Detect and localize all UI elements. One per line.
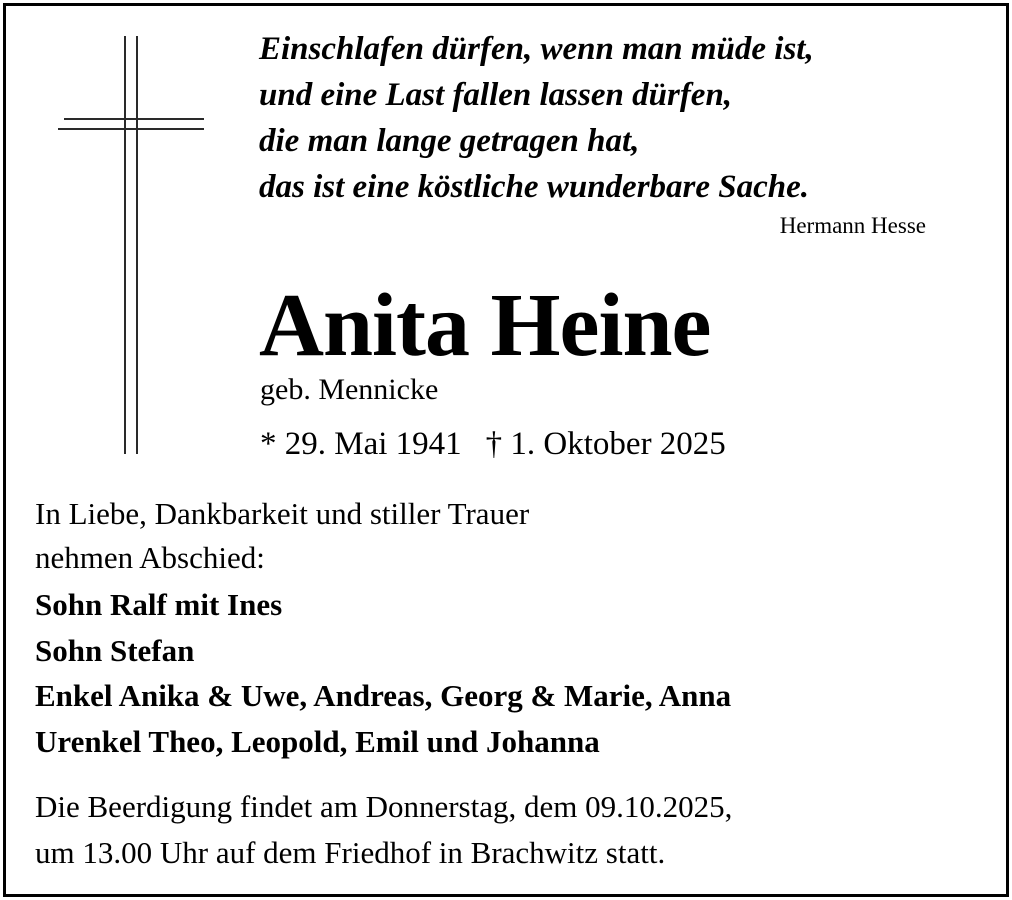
funeral-line: Die Beerdigung findet am Donnerstag, dem 09.10.2025, xyxy=(35,789,733,824)
intro-line: nehmen Abschied: xyxy=(35,540,265,575)
mourner-entry: Urenkel Theo, Leopold, Emil und Johanna xyxy=(35,723,600,759)
mourners-list xyxy=(35,582,731,764)
deceased-name: Anita Heine xyxy=(259,276,711,375)
quote-line: Einschlafen dürfen, wenn man müde ist, xyxy=(259,31,814,67)
quote-line: die man lange getragen hat, xyxy=(259,123,640,159)
mourner-entry: Sohn Stefan xyxy=(35,632,195,668)
farewell-intro xyxy=(35,492,529,580)
death-date: † 1. Oktober 2025 xyxy=(485,426,726,462)
funeral-info xyxy=(35,784,732,876)
mourner-entry: Enkel Anika & Uwe, Andreas, Georg & Marie, Anna xyxy=(35,678,732,713)
birth-date: * 29. Mai 1941 xyxy=(260,426,462,462)
quote-line: das ist eine köstliche wunderbare Sache. xyxy=(259,169,810,205)
quote-author: Hermann Hesse xyxy=(779,213,926,238)
funeral-line: um 13.00 Uhr auf dem Friedhof in Brachwitz statt. xyxy=(35,835,666,870)
mourner-entry: Sohn Ralf mit Ines xyxy=(35,587,283,622)
poem-quote xyxy=(259,26,959,210)
life-dates xyxy=(260,424,726,464)
intro-line: In Liebe, Dankbarkeit und stiller Trauer xyxy=(35,496,530,531)
maiden-name: geb. Mennicke xyxy=(260,373,439,406)
quote-line: und eine Last fallen lassen dürfen, xyxy=(259,77,733,113)
